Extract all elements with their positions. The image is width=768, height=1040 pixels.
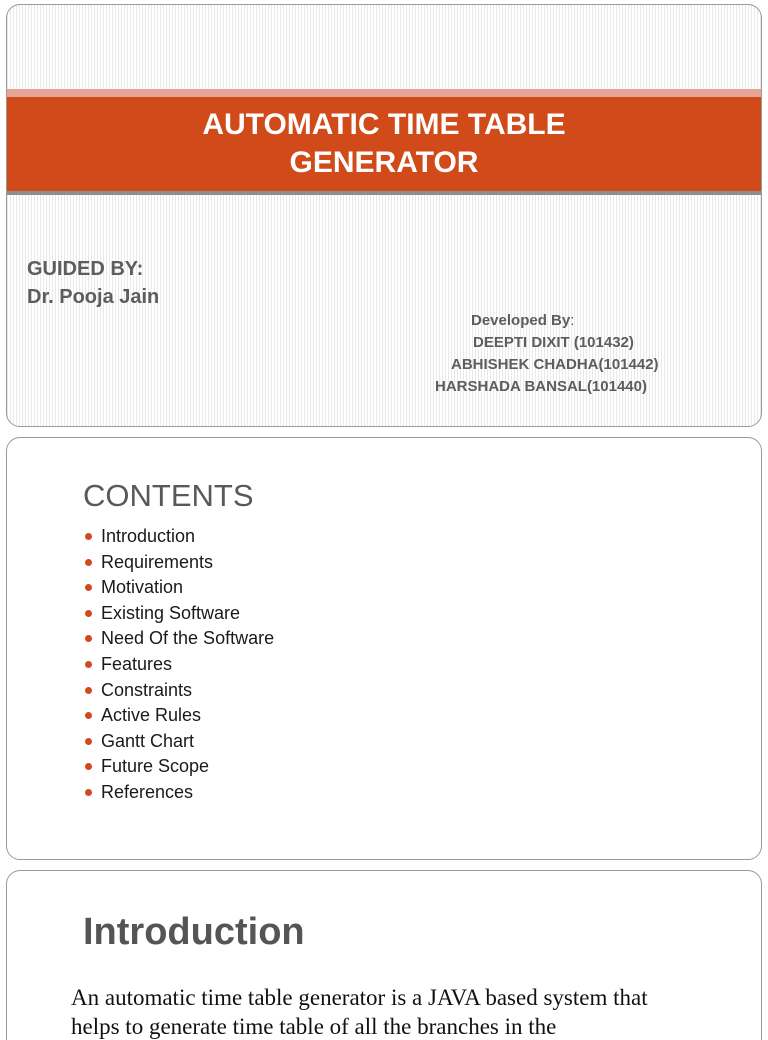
introduction-title: Introduction	[83, 911, 305, 953]
list-item	[83, 780, 274, 806]
title-band-bottom-stripe	[7, 191, 761, 195]
developed-by-colon: :	[570, 312, 575, 329]
bullet-dot-icon	[85, 763, 92, 770]
bullet-dot-icon	[85, 635, 92, 642]
list-item-label: Motivation	[101, 577, 184, 598]
introduction-slide	[6, 870, 762, 1040]
list-item	[83, 754, 274, 780]
guided-by-label: GUIDED BY:	[27, 258, 144, 280]
list-item-label: Gantt Chart	[101, 730, 195, 751]
list-item-label: Future Scope	[101, 756, 210, 777]
list-item	[83, 601, 274, 627]
list-item-label: Requirements	[101, 551, 214, 572]
list-item-label: Existing Software	[101, 602, 241, 623]
bullet-dot-icon	[85, 610, 92, 617]
list-item	[83, 678, 274, 704]
bullet-dot-icon	[85, 559, 92, 566]
title-band-top-stripe	[7, 89, 761, 97]
title-band	[7, 97, 761, 191]
list-item-label: References	[101, 781, 194, 802]
developed-by-label	[471, 310, 574, 332]
bullet-dot-icon	[85, 789, 92, 796]
bullet-dot-icon	[85, 687, 92, 694]
developer-name: HARSHADA BANSAL(101440)	[435, 378, 647, 395]
developer-name: DEEPTI DIXIT (101432)	[473, 334, 634, 351]
title-slide	[6, 4, 762, 427]
guided-by-block	[27, 255, 159, 311]
presentation-title: AUTOMATIC TIME TABLE GENERATOR	[202, 108, 566, 179]
list-item-label: Active Rules	[101, 705, 202, 726]
contents-slide	[6, 437, 762, 860]
list-item	[83, 652, 274, 678]
list-item	[83, 703, 274, 729]
contents-list	[83, 524, 274, 806]
introduction-body: An automatic time table generator is a JAVA based system that helps to generate time table of all the branches in the	[71, 985, 648, 1039]
bullet-dot-icon	[85, 738, 92, 745]
list-item	[83, 626, 274, 652]
list-item-label: Features	[101, 653, 173, 674]
list-item-label: Need Of the Software	[101, 628, 275, 649]
list-item-label: Introduction	[101, 526, 196, 546]
bullet-dot-icon	[85, 584, 92, 591]
developed-by-label-text: Developed By	[471, 312, 571, 329]
list-item	[83, 524, 274, 550]
list-item	[83, 729, 274, 755]
bullet-dot-icon	[85, 712, 92, 719]
list-item-label: Constraints	[101, 679, 193, 700]
bullet-dot-icon	[85, 661, 92, 668]
list-item	[83, 575, 274, 601]
list-item	[83, 550, 274, 576]
developer-name: ABHISHEK CHADHA(101442)	[451, 356, 659, 373]
bullet-dot-icon	[85, 533, 92, 540]
guide-name: Dr. Pooja Jain	[27, 286, 160, 308]
contents-title: CONTENTS	[83, 478, 254, 513]
